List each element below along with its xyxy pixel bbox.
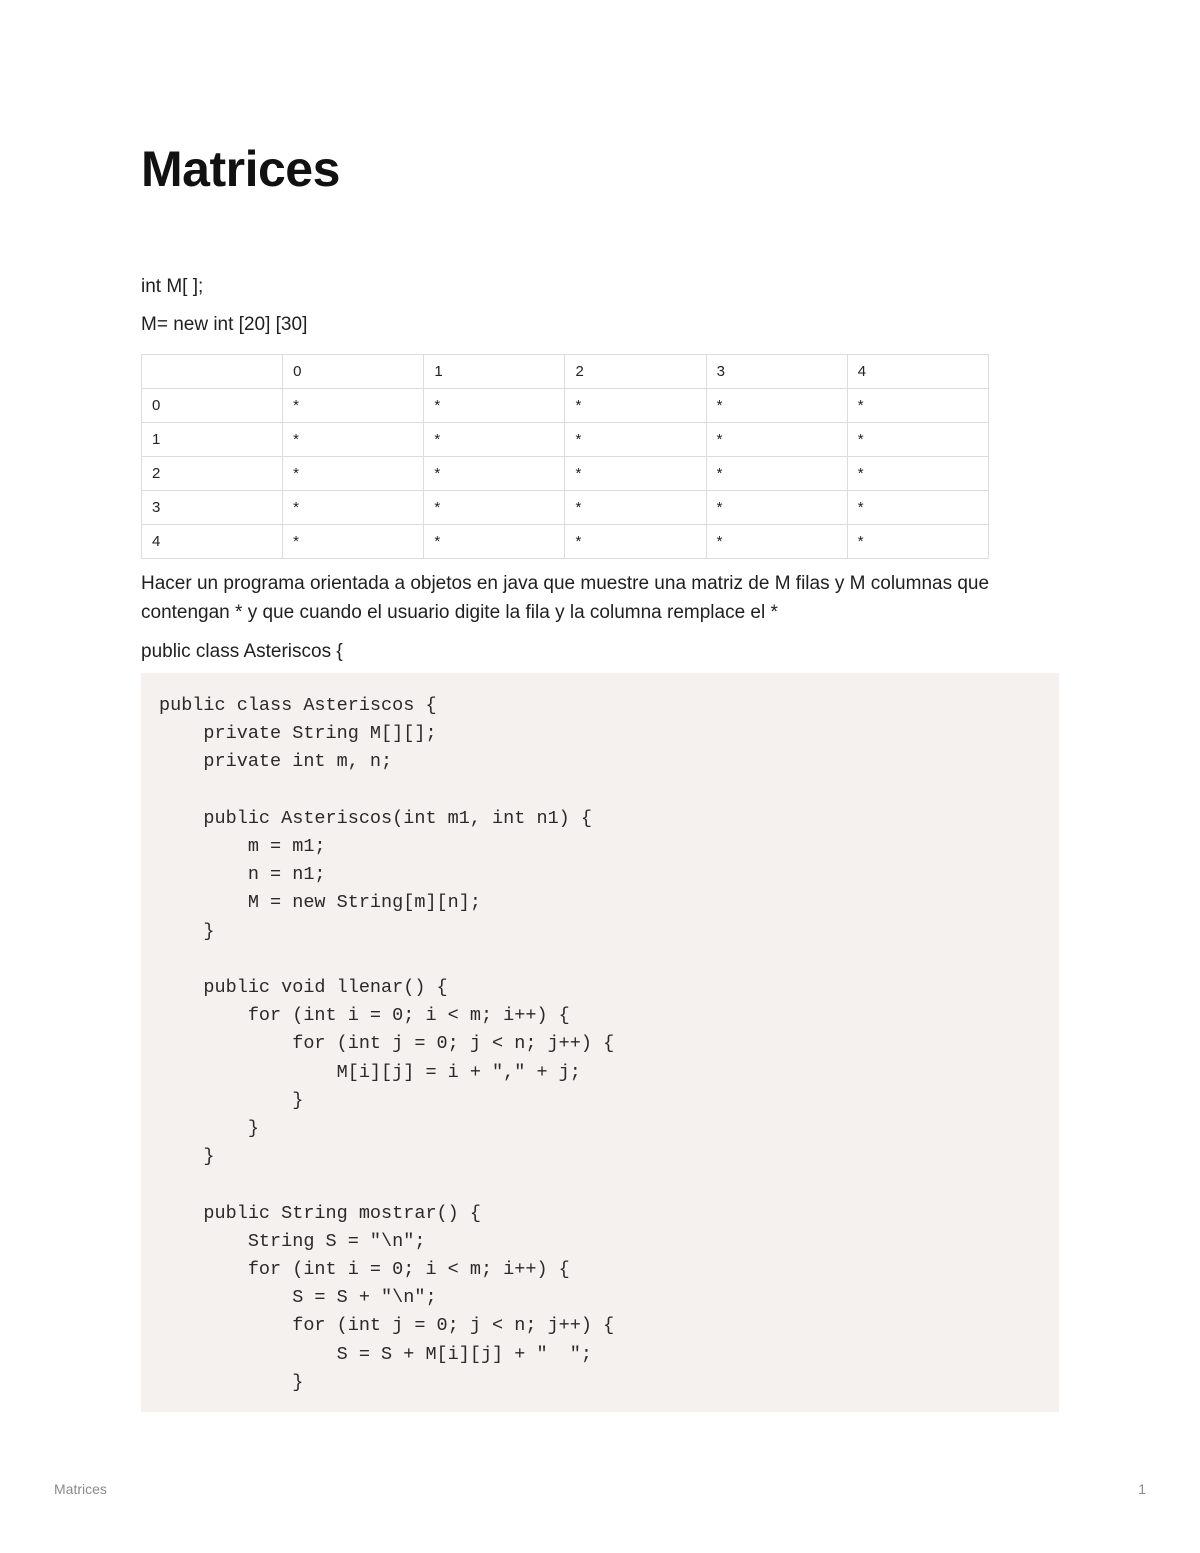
table-cell: * <box>283 525 424 559</box>
table-cell: * <box>424 457 565 491</box>
table-cell: 0 <box>142 389 283 423</box>
class-declaration-line: public class Asteriscos { <box>141 641 343 662</box>
table-row <box>142 491 989 525</box>
table-cell: * <box>706 423 847 457</box>
table-row <box>142 457 989 491</box>
table-cell: * <box>847 389 988 423</box>
table-cell: * <box>283 389 424 423</box>
table-cell: * <box>706 389 847 423</box>
table-cell: * <box>565 525 706 559</box>
table-cell: 0 <box>283 355 424 389</box>
table-cell: 2 <box>565 355 706 389</box>
footer-page-number: 1 <box>1138 1481 1146 1497</box>
page-title: Matrices <box>141 141 340 197</box>
table-cell: * <box>565 491 706 525</box>
code-block <box>141 673 1059 1412</box>
table-cell: 4 <box>847 355 988 389</box>
table-cell: * <box>706 525 847 559</box>
table-cell: * <box>424 389 565 423</box>
table-cell: 4 <box>142 525 283 559</box>
table-cell: * <box>424 525 565 559</box>
table-cell: * <box>283 491 424 525</box>
table-cell: * <box>565 389 706 423</box>
table-cell: * <box>565 423 706 457</box>
exercise-description: Hacer un programa orientada a objetos en java que muestre una matriz de M filas y M columnas que contengan * y que cuando el usuario digite la fila y la columna remplace el * <box>141 573 990 623</box>
table-cell: 1 <box>142 423 283 457</box>
declaration-line: int M[ ]; <box>141 276 204 297</box>
table-header-row <box>142 355 989 389</box>
table-cell: * <box>847 457 988 491</box>
table-row <box>142 423 989 457</box>
table-cell: * <box>706 491 847 525</box>
footer-document-title: Matrices <box>54 1481 107 1497</box>
code-text: public class Asteriscos { private String M[][]; private int m, n; public Asteriscos(int m1, int n1) { m = m1; n = n1; M = new String[m][n]; } public void llenar() { for (int i = 0; i < m; i++) { for (int j = 0; j < n; j++) { M[i][j] = i + "," + j; } } } public String mostrar() { String S = "\n"; for (int i = 0; i < m; i++) { S = S + "\n"; for (int j = 0; j < n; j++) { S = S + M[i][j] + " "; } <box>159 695 615 1393</box>
table-cell: * <box>847 525 988 559</box>
table-cell: * <box>424 491 565 525</box>
instantiation-line: M= new int [20] [30] <box>141 314 308 335</box>
table-cell: * <box>283 457 424 491</box>
table-cell: * <box>283 423 424 457</box>
table-cell: 3 <box>706 355 847 389</box>
table-cell: 3 <box>142 491 283 525</box>
table-cell: 1 <box>424 355 565 389</box>
table-cell: * <box>424 423 565 457</box>
table-cell: 2 <box>142 457 283 491</box>
table-cell <box>142 355 283 389</box>
table-cell: * <box>847 491 988 525</box>
table-row <box>142 525 989 559</box>
table-cell: * <box>706 457 847 491</box>
table-row <box>142 389 989 423</box>
table-cell: * <box>847 423 988 457</box>
table-cell: * <box>565 457 706 491</box>
matrix-table <box>141 354 989 559</box>
